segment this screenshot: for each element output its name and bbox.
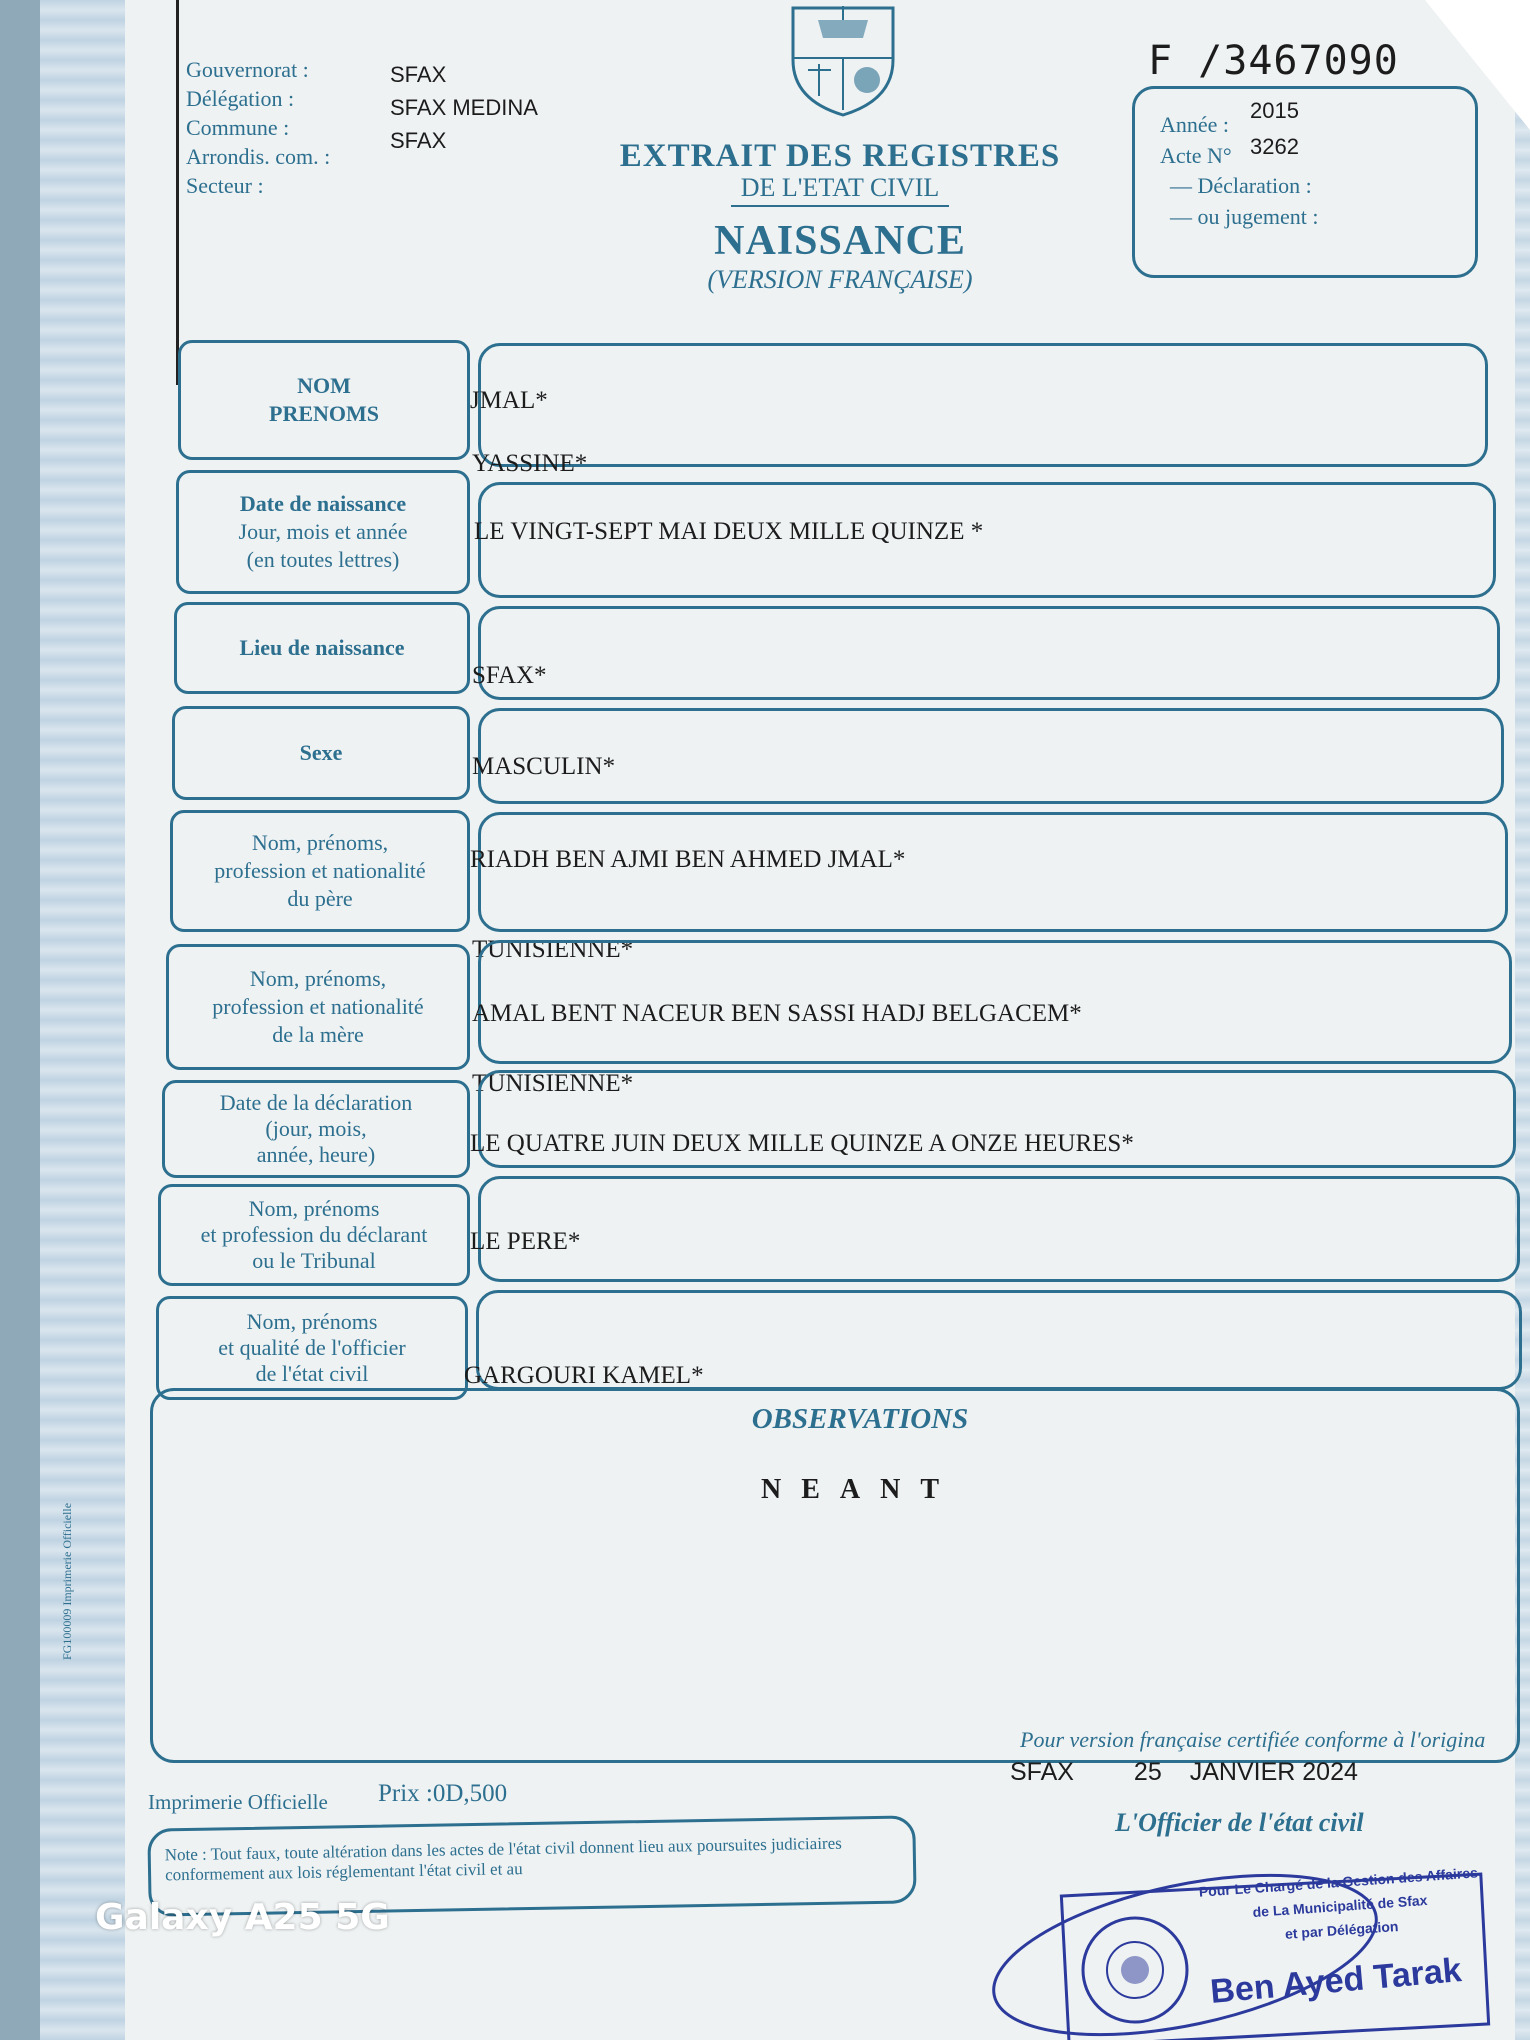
label-prenoms: PRENOMS xyxy=(269,401,379,426)
label-delegation: Délégation : xyxy=(186,86,295,111)
observations-value: NEANT xyxy=(760,1474,959,1505)
label-lieu-text: Lieu de naissance xyxy=(239,635,405,660)
value-declaration: LE QUATRE JUIN DEUX MILLE QUINZE A ONZE HEURES* xyxy=(470,1130,1134,1157)
officer-title: L'Officier de l'état civil xyxy=(1115,1808,1364,1837)
label-declarant-2: et profession du déclarant xyxy=(200,1222,428,1247)
label-declarant-3: ou le Tribunal xyxy=(252,1248,376,1273)
value-commune: SFAX xyxy=(390,128,447,153)
value-sexe: MASCULIN* xyxy=(472,753,616,780)
label-commune: Commune : xyxy=(186,115,290,140)
value-mere-nationalite: TUNISIENNE* xyxy=(472,1070,634,1097)
label-declaration-1: Date de la déclaration xyxy=(219,1090,413,1115)
value-box-declarant xyxy=(478,1176,1520,1282)
stamp-line-2: de La Municipalité de Sfax xyxy=(1252,1891,1428,1921)
month-year: JANVIER 2024 xyxy=(1189,1758,1358,1786)
title-registres: EXTRAIT DES REGISTRES xyxy=(619,138,1061,174)
label-officier-1: Nom, prénoms xyxy=(246,1309,378,1334)
value-nom: JMAL* xyxy=(470,387,548,414)
observations-title: OBSERVATIONS xyxy=(751,1403,969,1435)
stamp-line-3: et par Délégation xyxy=(1284,1917,1399,1942)
label-declarant-1: Nom, prénoms xyxy=(248,1196,380,1221)
label-mere-3: de la mère xyxy=(272,1022,364,1047)
acte-value: 3262 xyxy=(1250,134,1299,159)
value-officier: GARGOURI KAMEL* xyxy=(464,1362,704,1389)
annee-value: 2015 xyxy=(1250,98,1299,123)
label-arrondissement: Arrondis. com. : xyxy=(186,144,331,169)
label-date-naissance-sub1: Jour, mois et année xyxy=(238,519,408,544)
label-officier-2: et qualité de l'officier xyxy=(218,1335,406,1360)
value-box-nom xyxy=(478,343,1488,467)
label-sexe xyxy=(172,706,470,800)
acte-label: Acte N° xyxy=(1160,143,1232,168)
value-prenoms: YASSINE* xyxy=(472,450,588,477)
jugement-label: — ou jugement : xyxy=(1170,204,1319,229)
label-secteur: Secteur : xyxy=(186,173,264,198)
tunisia-emblem-icon xyxy=(783,0,903,118)
serial-number: F /3467090 xyxy=(1148,38,1399,84)
label-nom: NOM xyxy=(297,373,351,398)
label-officier-3: de l'état civil xyxy=(255,1361,369,1386)
certification-text: Pour version française certifiée conforme à l'origina xyxy=(1020,1727,1486,1752)
side-print-code: FG100009 Imprimerie Officielle xyxy=(60,1502,74,1660)
label-pere-3: du père xyxy=(287,886,353,911)
header-margin-line xyxy=(176,0,179,385)
label-mere-1: Nom, prénoms, xyxy=(249,966,387,991)
value-box-sexe xyxy=(478,708,1504,804)
label-lieu-naissance xyxy=(174,602,470,694)
label-sexe-text: Sexe xyxy=(299,740,343,765)
label-date-naissance xyxy=(176,470,470,594)
label-gouvernorat: Gouvernorat : xyxy=(186,57,309,82)
value-gouvernorat: SFAX xyxy=(390,62,447,87)
label-pere-2: profession et nationalité xyxy=(214,858,426,883)
stamp-line-1: Pour Le Chargé de la Gestion des Affaires xyxy=(1198,1864,1479,1900)
value-mere: AMAL BENT NACEUR BEN SASSI HADJ BELGACEM* xyxy=(472,1000,1082,1027)
header-labels xyxy=(186,55,330,200)
label-date-declaration xyxy=(162,1080,470,1178)
label-declaration-3: année, heure) xyxy=(256,1142,376,1167)
observations-box xyxy=(150,1388,1520,1763)
day: 25 xyxy=(1133,1758,1162,1786)
value-declarant: LE PERE* xyxy=(470,1228,581,1255)
annee-label: Année : xyxy=(1160,112,1230,137)
value-pere-nationalite: TUNISIENNE* xyxy=(472,936,634,963)
document-title xyxy=(560,138,1120,295)
prix-label: Prix :0D,500 xyxy=(378,1780,508,1807)
note-text: Note : Tout faux, toute altération dans les actes de l'état civil donnent lieu aux poursuites judiciaires conformement aux lois réglementant l'état civil et au xyxy=(164,1833,842,1885)
label-date-naissance-sub2: (en toutes lettres) xyxy=(246,547,400,572)
camera-watermark: Galaxy A25 5G xyxy=(95,1897,390,1938)
decorative-border-left xyxy=(40,0,130,2040)
label-declarant xyxy=(158,1184,470,1286)
label-mere-2: profession et nationalité xyxy=(212,994,424,1019)
label-date-naissance-title: Date de naissance xyxy=(239,491,407,516)
declaration-label: — Déclaration : xyxy=(1170,173,1312,198)
label-officier xyxy=(156,1296,468,1400)
label-pere xyxy=(170,810,470,932)
title-version: (VERSION FRANÇAISE) xyxy=(707,265,973,294)
label-nom-prenoms xyxy=(178,340,470,460)
value-date-naissance: LE VINGT-SEPT MAI DEUX MILLE QUINZE * xyxy=(474,518,984,545)
imprimerie-label: Imprimerie Officielle xyxy=(148,1790,328,1814)
title-etat-civil: DE L'ETAT CIVIL xyxy=(731,173,950,207)
value-pere: RIADH BEN AJMI BEN AHMED JMAL* xyxy=(470,846,906,873)
place-date xyxy=(1010,1758,1358,1787)
header-values xyxy=(390,58,538,157)
label-mere xyxy=(166,944,470,1070)
place: SFAX xyxy=(1010,1758,1074,1786)
value-box-lieu xyxy=(478,606,1500,700)
value-lieu: SFAX* xyxy=(472,662,547,689)
label-pere-1: Nom, prénoms, xyxy=(251,830,389,855)
stamp-name: Ben Ayed Tarak xyxy=(1208,1951,1464,2011)
label-declaration-2: (jour, mois, xyxy=(265,1116,367,1141)
value-delegation: SFAX MEDINA xyxy=(390,95,538,120)
title-naissance: NAISSANCE xyxy=(714,218,966,264)
